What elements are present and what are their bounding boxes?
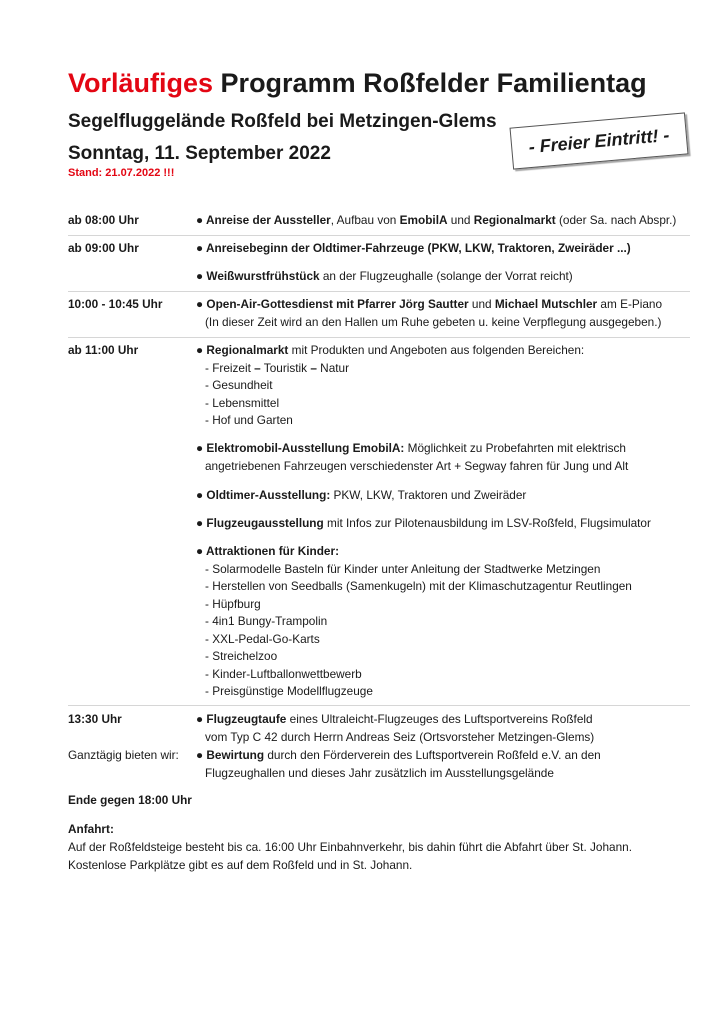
status-date: Stand: 21.07.2022 !!! bbox=[68, 167, 175, 179]
list-item: - Kinder-Luftballonwettbewerb bbox=[205, 666, 362, 681]
bold-text: EmobilA bbox=[399, 213, 448, 227]
program-time: ab 08:00 Uhr bbox=[68, 213, 139, 227]
bold-text: ● Anreise der Aussteller bbox=[196, 213, 331, 227]
description-line: Flugzeughallen und dieses Jahr zusätzlich im Ausstellungsgelände bbox=[205, 765, 554, 780]
separator-line bbox=[68, 337, 690, 338]
directions-line: Kostenlose Parkplätze gibt es auf dem Roßfeld und in St. Johann. bbox=[68, 858, 413, 872]
event-date: Sonntag, 11. September 2022 bbox=[68, 143, 331, 164]
program-description bbox=[196, 487, 696, 505]
program-description bbox=[196, 240, 696, 258]
program-description bbox=[196, 342, 696, 430]
free-entry-stamp bbox=[510, 112, 689, 169]
bold-text: ● Open-Air-Gottesdienst mit Pfarrer Jörg Sautter bbox=[196, 297, 469, 311]
program-description bbox=[196, 515, 696, 533]
program-description bbox=[196, 747, 696, 782]
plain-text: am E-Piano bbox=[597, 297, 663, 311]
title-rest: Programm Roßfelder Familientag bbox=[213, 68, 647, 98]
list-item: - Herstellen von Seedballs (Samenkugeln) mit der Klimaschutzagentur Reutlingen bbox=[205, 579, 632, 593]
bold-text: ● Bewirtung bbox=[196, 748, 265, 762]
program-description bbox=[196, 711, 696, 746]
plain-text: - Freizeit bbox=[205, 360, 255, 375]
description-line: vom Typ C 42 durch Herrn Andreas Seiz (Ortsvorsteher Metzingen-Glems) bbox=[205, 729, 595, 744]
bold-text: – bbox=[310, 360, 317, 375]
bold-text: ● Anreisebeginn der Oldtimer-Fahrzeuge (PKW, LKW, Traktoren, Zweiräder ...) bbox=[196, 241, 631, 255]
list-item: - Gesundheit bbox=[205, 378, 273, 392]
program-description bbox=[196, 296, 696, 331]
plain-text: Natur bbox=[316, 360, 350, 375]
title-highlight: Vorläufiges bbox=[68, 68, 214, 98]
list-item: - Streichelzoo bbox=[205, 649, 278, 663]
bold-text: ● Weißwurstfrühstück bbox=[196, 269, 320, 283]
list-item bbox=[196, 360, 696, 378]
program-time: ab 09:00 Uhr bbox=[68, 241, 139, 255]
plain-text: Touristik bbox=[260, 360, 311, 375]
plain-text: PKW, LKW, Traktoren und Zweiräder bbox=[330, 488, 527, 502]
page-subtitle: Segelfluggelände Roßfeld bei Metzingen-Glems bbox=[68, 111, 497, 132]
directions-text bbox=[68, 838, 632, 874]
plain-text: , Aufbau von bbox=[330, 213, 400, 227]
page-title bbox=[68, 70, 647, 97]
description-line: (In dieser Zeit wird an den Hallen um Ruhe gebeten u. keine Verpflegung ausgegeben.) bbox=[205, 314, 662, 329]
bold-text: ● Regionalmarkt bbox=[196, 343, 289, 357]
program-description bbox=[196, 440, 696, 475]
bold-text: Michael Mutschler bbox=[494, 297, 598, 311]
separator-line bbox=[68, 291, 690, 292]
free-entry-text: - Freier Eintritt! - bbox=[527, 124, 671, 157]
bold-text: ● Elektromobil-Ausstellung EmobilA: bbox=[196, 441, 405, 455]
separator-line bbox=[68, 235, 690, 236]
list-item: - Solarmodelle Basteln für Kinder unter Anleitung der Stadtwerke Metzingen bbox=[205, 561, 601, 576]
plain-text: (oder Sa. nach Abspr.) bbox=[555, 213, 677, 227]
plain-text: mit Produkten und Angeboten aus folgenden Bereichen: bbox=[288, 343, 585, 357]
program-time: 13:30 Uhr bbox=[68, 712, 122, 726]
program-description bbox=[196, 543, 696, 701]
list-item: - Hof und Garten bbox=[205, 413, 293, 427]
plain-text: und bbox=[468, 297, 495, 311]
bold-text: ● Flugzeugtaufe bbox=[196, 712, 287, 726]
list-item: - Hüpfburg bbox=[205, 596, 261, 611]
bold-text: ● Flugzeugausstellung bbox=[196, 516, 324, 530]
directions-heading: Anfahrt: bbox=[68, 822, 114, 836]
plain-text: durch den Förderverein des Luftsportverein Roßfeld e.V. an den bbox=[264, 748, 601, 762]
plain-text: eines Ultraleicht-Flugzeuges des Luftsportvereins Roßfeld bbox=[286, 712, 593, 726]
directions-line: Auf der Roßfeldsteige besteht bis ca. 16:00 Uhr Einbahnverkehr, bis dahin führt die Abfahrt über St. Johann. bbox=[68, 840, 632, 854]
list-item: - Preisgünstige Modellflugzeuge bbox=[205, 684, 373, 698]
program-time: 10:00 - 10:45 Uhr bbox=[68, 297, 163, 311]
bold-text: Regionalmarkt bbox=[473, 213, 556, 227]
list-item: - XXL-Pedal-Go-Karts bbox=[205, 631, 320, 646]
bold-text: ● Attraktionen für Kinder: bbox=[196, 544, 340, 558]
plain-text: an der Flugzeughalle (solange der Vorrat reicht) bbox=[319, 269, 573, 283]
bold-text: – bbox=[254, 360, 261, 375]
description-line: angetriebenen Fahrzeugen verschiedenster Art + Segway fahren für Jung und Alt bbox=[205, 458, 629, 473]
list-item: - 4in1 Bungy-Trampolin bbox=[205, 614, 328, 628]
program-description bbox=[196, 268, 696, 286]
bold-text: ● Oldtimer-Ausstellung: bbox=[196, 488, 331, 502]
program-time: ab 11:00 Uhr bbox=[68, 343, 139, 357]
separator-line bbox=[68, 705, 690, 706]
program-description bbox=[196, 212, 696, 230]
program-time: Ganztägig bieten wir: bbox=[68, 748, 179, 762]
plain-text: mit Infos zur Pilotenausbildung im LSV-Roßfeld, Flugsimulator bbox=[323, 516, 651, 530]
list-item: - Lebensmittel bbox=[205, 395, 280, 410]
end-time: Ende gegen 18:00 Uhr bbox=[68, 793, 192, 807]
plain-text: und bbox=[447, 213, 474, 227]
plain-text: Möglichkeit zu Probefahrten mit elektrisch bbox=[404, 441, 626, 455]
